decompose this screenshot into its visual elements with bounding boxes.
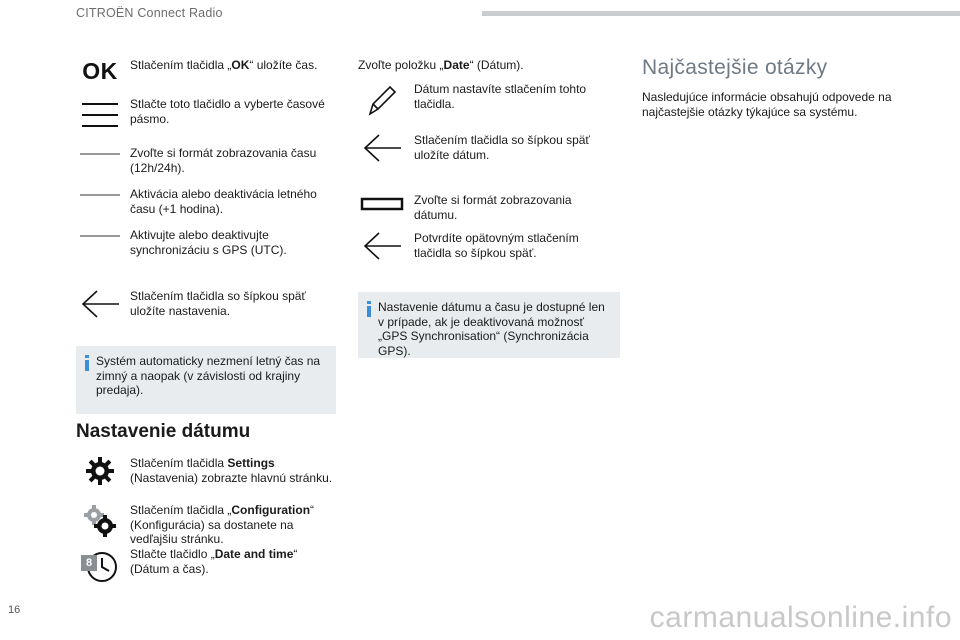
row-date-time-text: Stlačte tlačidlo „Date and time“ (Dátum a čas).	[130, 547, 298, 576]
row-configuration	[76, 503, 336, 547]
row-back-settings	[76, 289, 336, 319]
pencil-icon	[358, 82, 406, 118]
header-bar	[482, 11, 960, 16]
row-confirm-text: Potvrdíte opätovným stlačením tlačidla so šípkou späť.	[414, 231, 579, 260]
row-gps-text: Aktivujte alebo deaktivujte synchronizáciu s GPS (UTC).	[130, 228, 287, 257]
row-back-settings-text: Stlačením tlačidla so šípkou späť uložíte nastavenia.	[130, 289, 306, 318]
ok-icon: OK	[82, 58, 118, 84]
row-ok	[76, 58, 336, 85]
row-date-format	[358, 193, 620, 222]
toggle-line-icon	[76, 187, 124, 198]
watermark: carmanualsonline.info	[649, 601, 952, 634]
menu-icon	[76, 97, 124, 129]
back-arrow-icon	[76, 289, 124, 319]
info-box-dst: Systém automaticky nezmení letný čas na zimný a naopak (v závislosti od krajiny predaja).	[76, 346, 336, 414]
date-intro: Zvoľte položku „Date“ (Dátum).	[358, 58, 524, 72]
faq-title: Najčastejšie otázky	[642, 56, 828, 79]
toggle-line-icon	[76, 146, 124, 157]
row-ok-text: Stlačením tlačidla „OK“ uložíte čas.	[130, 58, 318, 72]
row-save-date	[358, 133, 620, 163]
row-timezone	[76, 97, 336, 129]
faq-intro: Nasledujúce informácie obsahujú odpovede na najčastejšie otázky týkajúce sa systému.	[642, 90, 892, 119]
row-set-date	[358, 82, 620, 118]
row-confirm	[358, 231, 620, 261]
row-date-format-text: Zvoľte si formát zobrazovania dátumu.	[414, 193, 572, 222]
row-settings-text: Stlačením tlačidla Settings (Nastavenia) zobrazte hlavnú stránku.	[130, 456, 333, 485]
format-bar-icon	[358, 193, 406, 211]
row-dst	[76, 187, 336, 216]
page-number: 16	[8, 604, 21, 616]
info-icon	[367, 301, 371, 315]
row-dst-text: Aktivácia alebo deaktivácia letného času (+1 hodina).	[130, 187, 317, 216]
info-icon	[85, 355, 89, 369]
section-title-date: Nastavenie dátumu	[76, 421, 251, 442]
back-arrow-icon	[358, 231, 406, 261]
row-set-date-text: Dátum nastavíte stlačením tohto tlačidla.	[414, 82, 587, 111]
row-timezone-text: Stlačte toto tlačidlo a vyberte časové pásmo.	[130, 97, 325, 126]
row-gps	[76, 228, 336, 257]
row-save-date-text: Stlačením tlačidla so šípkou späť uložíte dátum.	[414, 133, 590, 162]
back-arrow-icon	[358, 133, 406, 163]
header-title: CITROËN Connect Radio	[76, 6, 223, 20]
gear-icon	[76, 456, 124, 486]
row-configuration-text: Stlačením tlačidla „Configuration“ (Konfigurácia) sa dostanete na vedľajšiu stránku.	[130, 503, 315, 546]
calendar-badge: 8	[81, 555, 97, 571]
double-gear-icon	[76, 503, 124, 539]
row-time-format-text: Zvoľte si formát zobrazovania času (12h/24h).	[130, 146, 317, 175]
row-time-format	[76, 146, 336, 175]
row-settings	[76, 456, 336, 486]
toggle-line-icon	[76, 228, 124, 239]
row-date-time	[76, 547, 336, 583]
info-box-gps: Nastavenie dátumu a času je dostupné len v prípade, ak je deaktivovaná možnosť „GPS Synchronisation“ (Synchronizácia GPS).	[358, 292, 620, 358]
